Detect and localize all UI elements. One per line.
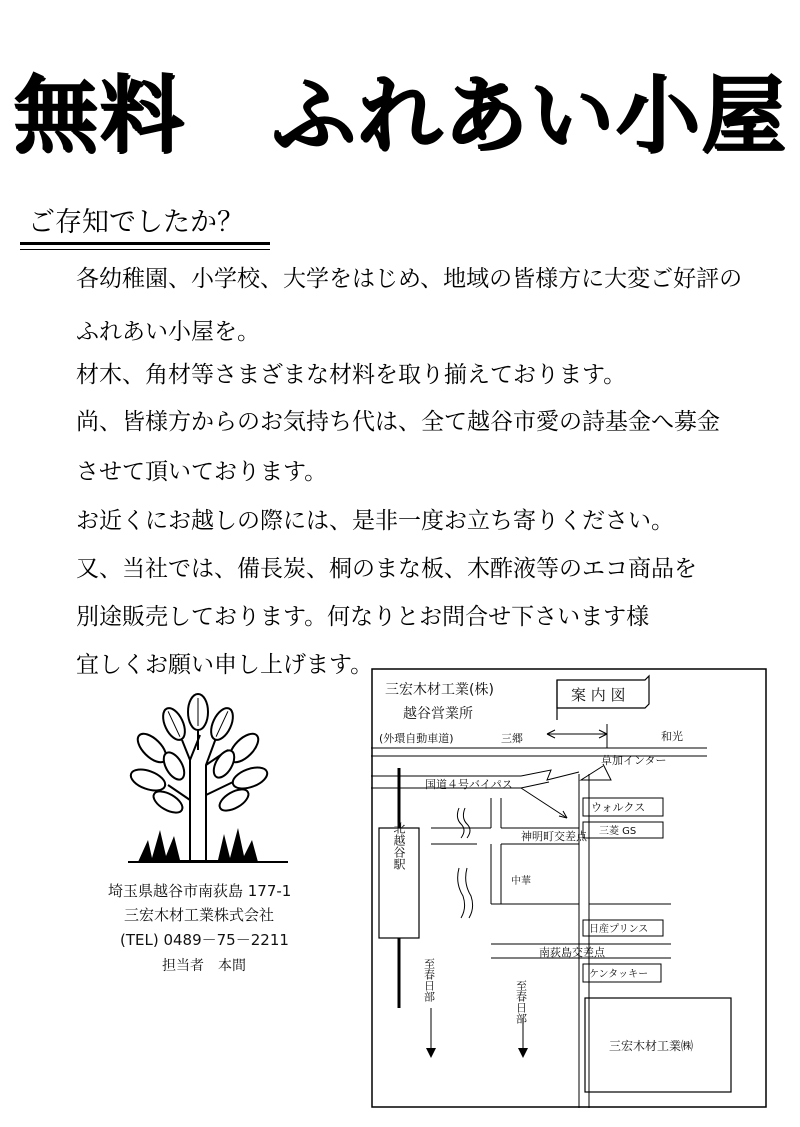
address: 埼玉県越谷市南荻島 177-1 bbox=[108, 882, 292, 900]
to-kasukabe-right: 至春日部 bbox=[514, 980, 528, 1024]
body-line: 各幼稚園、小学校、大学をはじめ、地域の皆様方に大変ご好評の bbox=[76, 266, 743, 292]
walks-label: ウォルクス bbox=[591, 801, 646, 814]
kfc-label: ケンタッキー bbox=[589, 969, 649, 980]
route4-bend bbox=[521, 770, 579, 780]
section-heading: ご存知でしたか？ bbox=[28, 207, 244, 238]
body-line: お近くにお越しの際には、是非一度お立ち寄りください。 bbox=[76, 508, 674, 534]
route4-label: 国道４号バイパス bbox=[425, 778, 513, 791]
telephone: (TEL) 0489－75－2211 bbox=[120, 931, 289, 949]
minamiogishima-label: 南荻島交差点 bbox=[539, 946, 605, 959]
pointer-arrow bbox=[521, 788, 567, 818]
body-line: させて頂いております。 bbox=[76, 459, 328, 485]
body-line: 又、当社では、備長炭、桐のまな板、木酢液等のエコ商品を bbox=[76, 556, 697, 582]
wako-label: 和光 bbox=[661, 730, 683, 743]
body-line: 尚、皆様方からのお気持ち代は、全て越谷市愛の詩基金へ募金 bbox=[76, 409, 720, 435]
misato-label: 三郷 bbox=[501, 732, 523, 745]
contact-person: 担当者 本間 bbox=[162, 958, 246, 974]
mitsubishi-gs-label: 三菱 GS bbox=[599, 826, 637, 837]
body-line: 材木、角材等さまざまな材料を取り揃えております。 bbox=[76, 362, 627, 388]
nissan-label: 日産プリンス bbox=[589, 924, 649, 935]
body-line: 宜しくお願い申し上げます。 bbox=[76, 652, 374, 678]
company-name: 三宏木材工業株式会社 bbox=[124, 906, 275, 924]
expressway-label: (外環自動車道) bbox=[379, 732, 454, 745]
soka-ic-label: 草加インター bbox=[601, 754, 667, 767]
company-box-label: 三宏木材工業㈱ bbox=[609, 1039, 694, 1053]
map-heading-company: 三宏木材工業(株) bbox=[385, 682, 494, 698]
body-line: 別途販売しております。何なりとお問合せ下さいます様 bbox=[76, 604, 650, 630]
access-map bbox=[371, 668, 767, 1108]
map-title: 案 内 図 bbox=[571, 686, 626, 704]
chuka-label: 中華 bbox=[511, 876, 531, 887]
station-label: 北越谷駅 bbox=[392, 822, 406, 870]
heading-underline bbox=[20, 242, 270, 245]
page-title: 無料 ふれあい小屋 bbox=[12, 66, 787, 164]
heading-underline-thin bbox=[20, 249, 270, 250]
shinmeicho-label: 神明町交差点 bbox=[521, 830, 587, 843]
map-heading-office: 越谷営業所 bbox=[403, 706, 473, 722]
to-kasukabe-left: 至春日部 bbox=[422, 958, 436, 1002]
river-curve bbox=[457, 808, 464, 838]
tree-logo bbox=[108, 690, 308, 875]
body-line: ふれあい小屋を。 bbox=[76, 319, 260, 345]
